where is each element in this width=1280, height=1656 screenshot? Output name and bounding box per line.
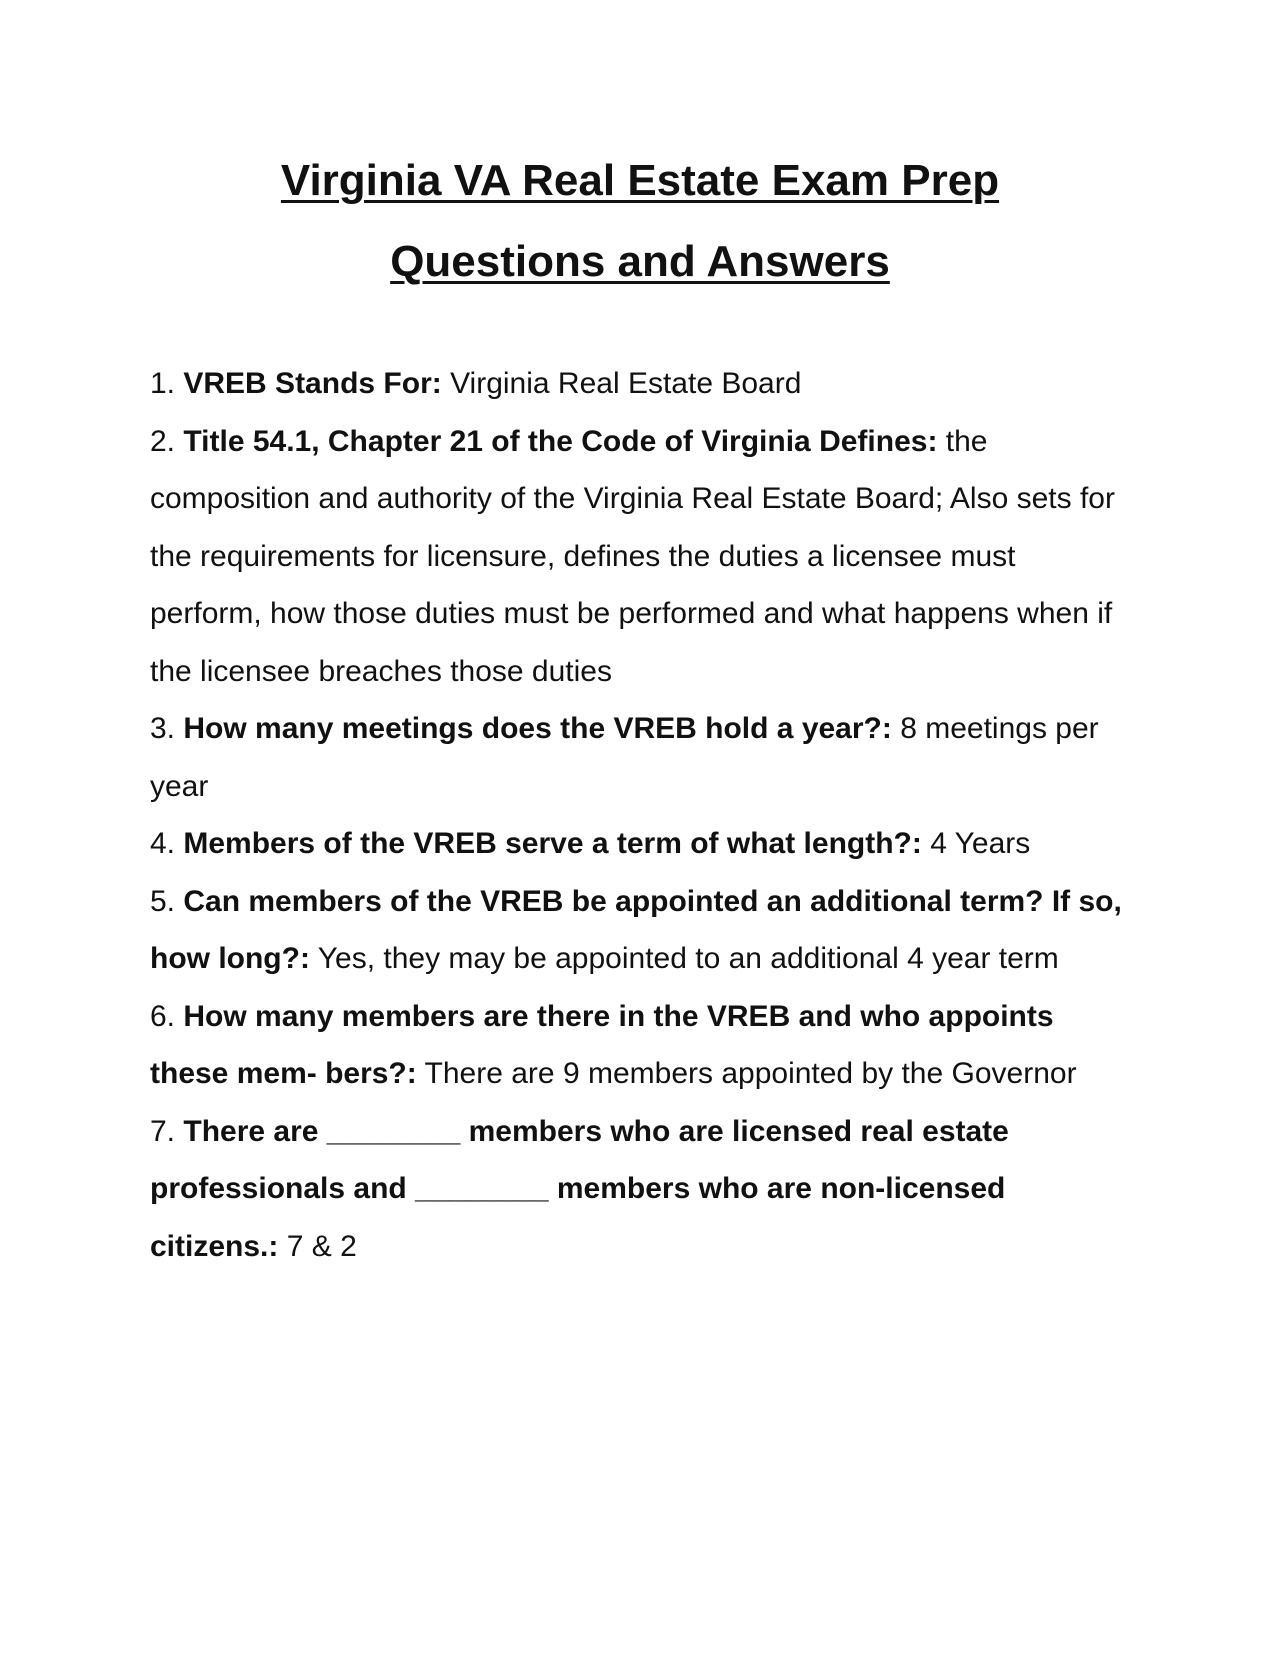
title-line-1: Virginia VA Real Estate Exam Prep (280, 156, 1000, 205)
answer-text: 4 Years (930, 827, 1031, 860)
page-title (0, 140, 1280, 302)
answer-text: the composition and authority of the Virginia Real Estate Board; Also sets for the requirements for licensure, defines the duties a licensee must perform, how those duties must be performed and what happens when if the licensee breaches those duties (150, 424, 1115, 688)
answer-text: 8 meetings per year (150, 712, 1099, 803)
answer-text: Yes, they may be appointed to an additional 4 year term (317, 942, 1059, 975)
title-line-2: Questions and Answers (390, 237, 890, 286)
qa-item-4 (150, 815, 1130, 873)
qa-item-2 (150, 413, 1130, 701)
question-text: Can members of the VREB be appointed an additional term? If so, how long?: (150, 884, 1122, 975)
item-number: 2. (150, 424, 176, 458)
item-number: 3. (150, 712, 176, 745)
qa-item-7 (150, 1103, 1130, 1276)
question-text: Title 54.1, Chapter 21 of the Code of Virginia Defines: (183, 424, 938, 458)
question-text: How many meetings does the VREB hold a year?: (183, 712, 892, 745)
question-text: Members of the VREB serve a term of what length?: (183, 827, 922, 860)
item-number: 7. (150, 1114, 176, 1148)
qa-list (150, 355, 1130, 1275)
item-number: 6. (150, 999, 176, 1033)
qa-item-1 (150, 355, 1130, 413)
answer-text: 7 & 2 (286, 1229, 357, 1263)
qa-item-6 (150, 988, 1130, 1103)
question-text: There are ________ members who are licensed real estate professionals and ________ members who are non-licensed citizens.: (150, 1114, 1009, 1263)
qa-item-5 (150, 873, 1130, 988)
qa-item-3 (150, 700, 1130, 815)
item-number: 1. (150, 367, 176, 400)
answer-text: Virginia Real Estate Board (450, 367, 802, 400)
question-text: How many members are there in the VREB and who appoints these mem- bers?: (150, 999, 1054, 1090)
question-text: VREB Stands For: (183, 367, 442, 400)
item-number: 5. (150, 884, 176, 918)
answer-text: There are 9 members appointed by the Governor (424, 1057, 1077, 1090)
item-number: 4. (150, 827, 176, 860)
